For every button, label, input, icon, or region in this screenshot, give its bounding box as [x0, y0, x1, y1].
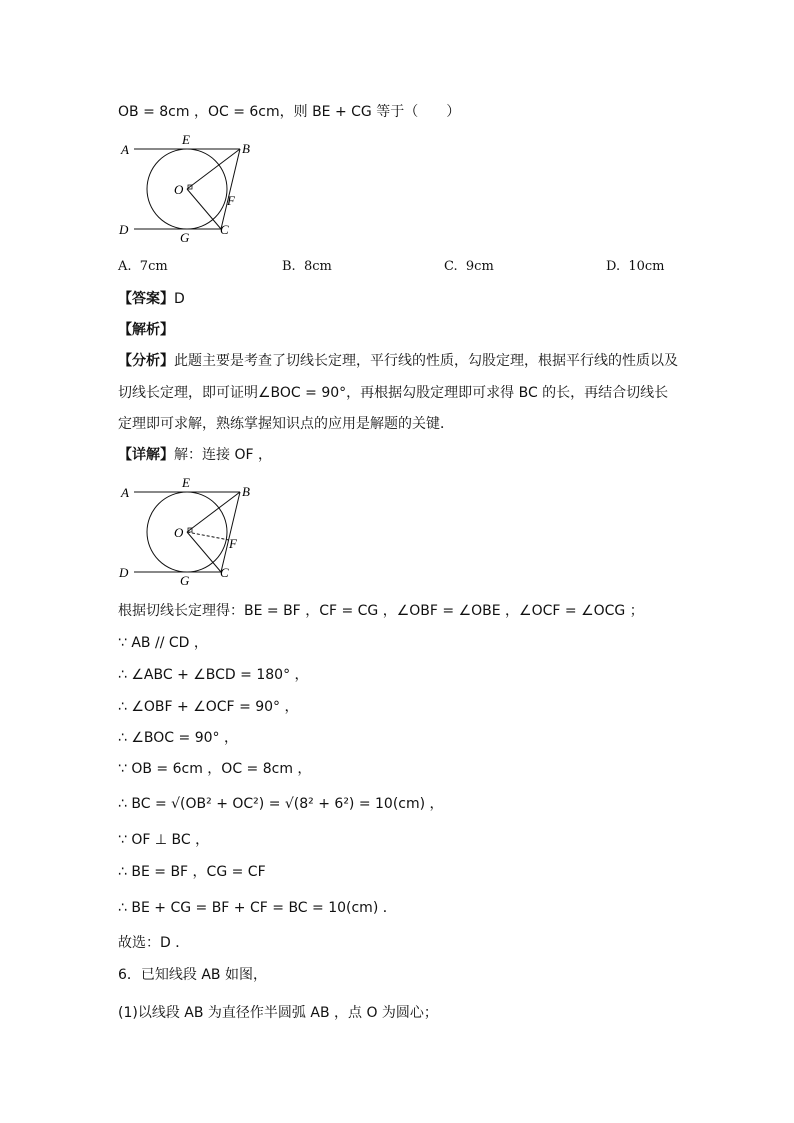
step-6: ∵ OB = 6cm ，OC = 8cm ，	[118, 761, 312, 777]
step-1: 根据切线长定理得：BE = BF ，CF = CG ，∠OBF = ∠OBE ，∠OCF = ∠OCG ；	[118, 603, 644, 619]
step-3: ∴ ∠ABC + ∠BCD = 180° ，	[118, 667, 309, 683]
label-a: A	[121, 485, 129, 500]
step-9: ∴ BE = BF ，CG = CF	[118, 864, 266, 880]
line-oc	[187, 532, 221, 572]
conclusion: 故选：D ．	[118, 935, 190, 951]
label-c: C	[220, 222, 229, 237]
label-f: F	[229, 536, 237, 551]
analysis-line-3: 定理即可求解，熟练掌握知识点的应用是解题的关键．	[118, 416, 454, 432]
label-g: G	[180, 573, 190, 588]
analysis-line-2: 切线长定理，即可证明∠BOC = 90°，再根据勾股定理即可求得 BC 的长，再结合切线长	[118, 385, 669, 401]
label-c: C	[220, 565, 229, 580]
step-8: ∵ OF ⊥ BC ，	[118, 832, 210, 848]
label-o: O	[174, 525, 184, 540]
step-2: ∵ AB // CD ，	[118, 635, 208, 651]
line-oc	[187, 189, 221, 229]
detail-line: 【详解】解：连接 OF ，	[118, 447, 272, 463]
step-10: ∴ BE + CG = BF + CF = BC = 10(cm) ．	[118, 900, 397, 916]
next-question-title: 6．已知线段 AB 如图，	[118, 967, 267, 983]
label-e: E	[182, 475, 190, 490]
step-4: ∴ ∠OBF + ∠OCF = 90° ，	[118, 699, 299, 715]
analysis-line-1: 【分析】此题主要是考查了切线长定理，平行线的性质，勾股定理，根据平行线的性质以及	[118, 353, 678, 369]
option-c: C. 9cm	[444, 259, 494, 274]
question-stem-tail: OB = 8cm ，OC = 6cm，则 BE + CG 等于（ ）	[118, 104, 461, 120]
step-7: ∴ BC = √(OB² + OC²) = √(8² + 6²) = 10(cm) ，	[118, 796, 444, 812]
label-d: D	[119, 222, 129, 237]
option-d: D. 10cm	[606, 259, 665, 274]
label-b: B	[242, 484, 250, 499]
option-b: B. 8cm	[282, 259, 332, 274]
answer-line: 【答案】D	[118, 291, 185, 307]
label-a: A	[121, 142, 129, 157]
label-b: B	[242, 141, 250, 156]
label-d: D	[119, 565, 129, 580]
next-question-part1: (1)以线段 AB 为直径作半圆弧 AB ，点 O 为圆心；	[118, 1005, 438, 1021]
figure-1	[112, 130, 272, 248]
analysis-heading: 【解析】	[118, 322, 174, 338]
label-f: F	[227, 193, 235, 208]
option-a: A. 7cm	[118, 259, 168, 274]
label-e: E	[182, 132, 190, 147]
step-5: ∴ ∠BOC = 90° ，	[118, 730, 238, 746]
label-g: G	[180, 230, 190, 245]
label-o: O	[174, 182, 184, 197]
figure-2	[112, 473, 272, 591]
